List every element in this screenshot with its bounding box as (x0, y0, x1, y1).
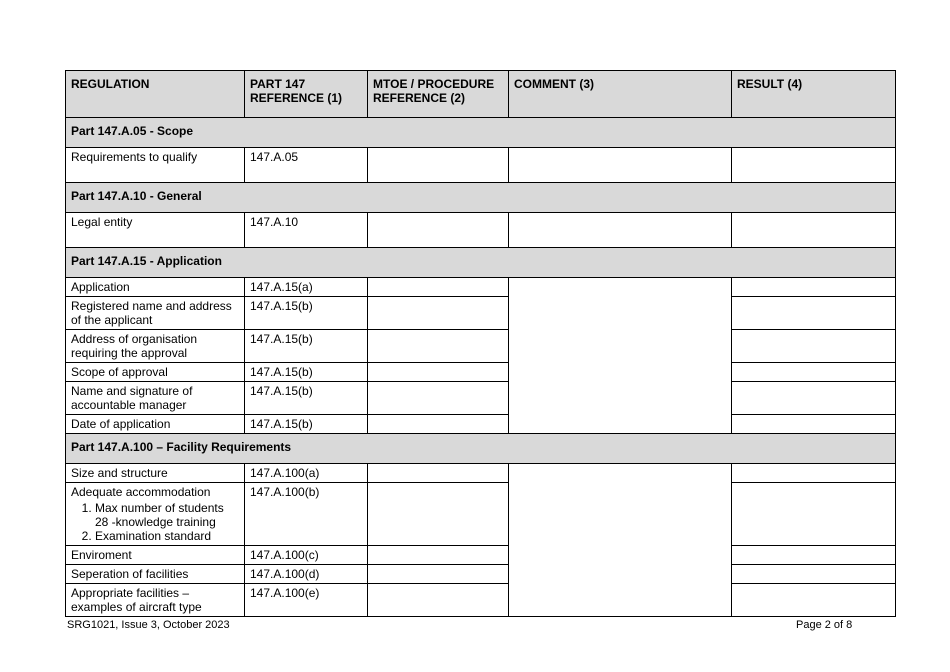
comment-cell[interactable] (509, 213, 732, 248)
result-cell[interactable] (732, 213, 896, 248)
header-regulation: REGULATION (66, 71, 245, 118)
mtoe-cell[interactable] (368, 363, 509, 382)
result-cell[interactable] (732, 278, 896, 297)
table-row (66, 415, 896, 434)
table-row (66, 584, 896, 617)
mtoe-cell[interactable] (368, 382, 509, 415)
reference-cell: 147.A.05 (245, 148, 368, 183)
result-cell[interactable] (732, 464, 896, 483)
reference-cell: 147.A.100(a) (245, 464, 368, 483)
mtoe-cell[interactable] (368, 278, 509, 297)
result-cell[interactable] (732, 415, 896, 434)
reference-cell: 147.A.15(b) (245, 415, 368, 434)
footer-document-reference: SRG1021, Issue 3, October 2023 (67, 619, 230, 631)
result-cell[interactable] (732, 382, 896, 415)
mtoe-cell[interactable] (368, 148, 509, 183)
reference-cell: 147.A.15(b) (245, 330, 368, 363)
table-row (66, 464, 896, 483)
result-cell[interactable] (732, 297, 896, 330)
result-cell[interactable] (732, 584, 896, 617)
table-row (66, 546, 896, 565)
header-comment: COMMENT (3) (509, 71, 732, 118)
table-row (66, 278, 896, 297)
regulation-cell: Requirements to qualify (66, 148, 245, 183)
reference-cell: 147.A.100(d) (245, 565, 368, 584)
reference-cell: 147.A.100(b) (245, 483, 368, 546)
comment-cell[interactable] (509, 278, 732, 434)
table-row (66, 330, 896, 363)
comment-cell[interactable] (509, 464, 732, 617)
mtoe-cell[interactable] (368, 565, 509, 584)
section-title: Part 147.A.15 - Application (66, 248, 896, 278)
reference-cell: 147.A.100(e) (245, 584, 368, 617)
mtoe-cell[interactable] (368, 584, 509, 617)
regulation-cell: Legal entity (66, 213, 245, 248)
list-item: 2. Examination standard (95, 529, 239, 543)
section-title: Part 147.A.05 - Scope (66, 118, 896, 148)
list-item: 1. Max number of students 28 -knowledge training (95, 501, 239, 529)
result-cell[interactable] (732, 483, 896, 546)
result-cell[interactable] (732, 148, 896, 183)
header-row (66, 71, 896, 118)
result-cell[interactable] (732, 363, 896, 382)
section-row (66, 183, 896, 213)
reference-cell: 147.A.15(b) (245, 297, 368, 330)
table-row (66, 382, 896, 415)
regulation-cell: Address of organisation requiring the approval (66, 330, 245, 363)
table-row (66, 148, 896, 183)
mtoe-cell[interactable] (368, 546, 509, 565)
sub-item-list (71, 501, 239, 543)
section-row (66, 118, 896, 148)
header-part147-reference: PART 147 REFERENCE (1) (245, 71, 368, 118)
regulation-cell: Application (66, 278, 245, 297)
comment-cell[interactable] (509, 148, 732, 183)
result-cell[interactable] (732, 565, 896, 584)
section-title: Part 147.A.10 - General (66, 183, 896, 213)
mtoe-cell[interactable] (368, 330, 509, 363)
regulation-cell: Size and structure (66, 464, 245, 483)
regulation-cell: Enviroment (66, 546, 245, 565)
reference-cell: 147.A.15(b) (245, 363, 368, 382)
mtoe-cell[interactable] (368, 464, 509, 483)
mtoe-cell[interactable] (368, 297, 509, 330)
header-result: RESULT (4) (732, 71, 896, 118)
mtoe-cell[interactable] (368, 483, 509, 546)
table-row (66, 483, 896, 546)
table-row (66, 213, 896, 248)
reference-cell: 147.A.15(a) (245, 278, 368, 297)
regulation-cell: Name and signature of accountable manager (66, 382, 245, 415)
regulation-text: Adequate accommodation (71, 485, 211, 499)
regulation-cell: Seperation of facilities (66, 565, 245, 584)
reference-cell: 147.A.10 (245, 213, 368, 248)
mtoe-cell[interactable] (368, 415, 509, 434)
table-row (66, 297, 896, 330)
regulation-cell (66, 483, 245, 546)
section-row (66, 434, 896, 464)
table-row (66, 565, 896, 584)
footer-page-number: Page 2 of 8 (796, 619, 853, 631)
section-row (66, 248, 896, 278)
reference-cell: 147.A.15(b) (245, 382, 368, 415)
section-title: Part 147.A.100 – Facility Requirements (66, 434, 896, 464)
regulation-cell: Appropriate facilities – examples of aircraft type (66, 584, 245, 617)
result-cell[interactable] (732, 546, 896, 565)
regulation-cell: Date of application (66, 415, 245, 434)
reference-cell: 147.A.100(c) (245, 546, 368, 565)
compliance-checklist-table (65, 70, 896, 617)
result-cell[interactable] (732, 330, 896, 363)
regulation-cell: Registered name and address of the applicant (66, 297, 245, 330)
header-mtoe-reference: MTOE / PROCEDURE REFERENCE (2) (368, 71, 509, 118)
table-row (66, 363, 896, 382)
mtoe-cell[interactable] (368, 213, 509, 248)
regulation-cell: Scope of approval (66, 363, 245, 382)
